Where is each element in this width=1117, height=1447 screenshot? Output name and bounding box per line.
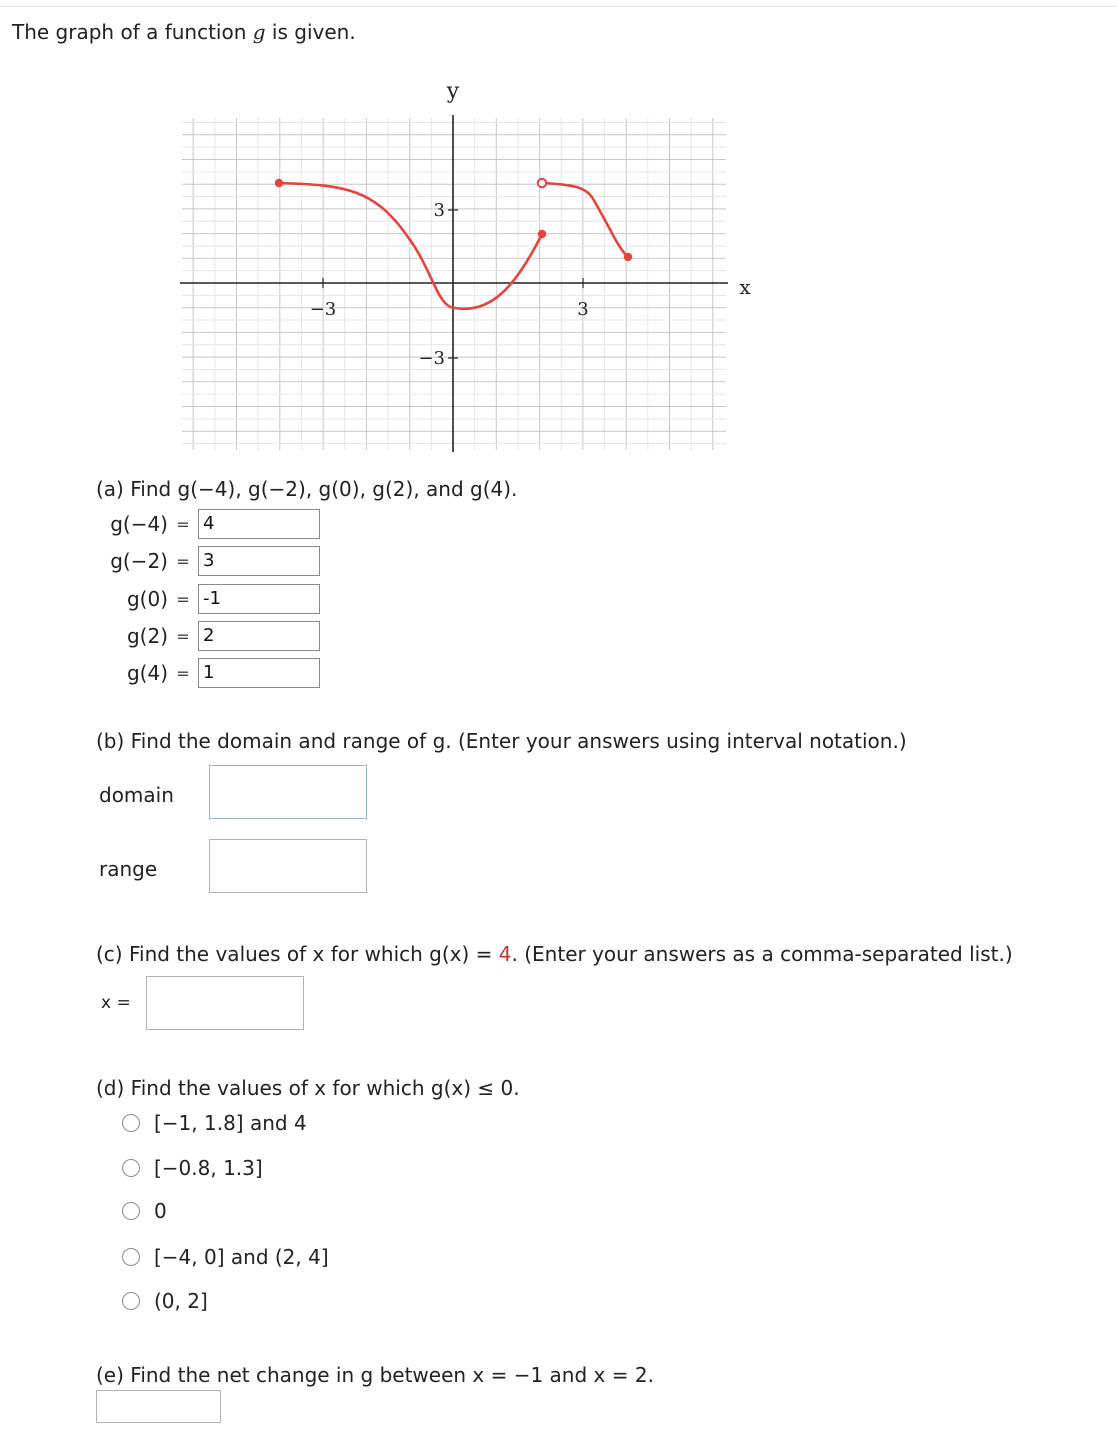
- endpoint-closed-mid: [538, 230, 546, 238]
- g-neg2-row: [100, 544, 320, 578]
- option-5-label: (0, 2]: [154, 1289, 208, 1313]
- equals-sign: =: [176, 663, 190, 683]
- function-graph: [170, 70, 770, 460]
- tick-label-x-neg3: −3: [309, 299, 337, 320]
- g-0-row: [100, 582, 320, 616]
- g-2-row: [100, 619, 320, 653]
- graph-grid: [182, 118, 726, 450]
- g-4-row: [100, 656, 320, 690]
- top-divider: [0, 6, 1117, 7]
- g-neg4-label: g(−4): [110, 512, 168, 536]
- equals-sign: =: [176, 514, 190, 534]
- part-b-heading: (b) Find the domain and range of g. (Enter your answers using interval notation.): [96, 729, 907, 753]
- x-values-input[interactable]: [146, 976, 304, 1030]
- part-d-heading: (d) Find the values of x for which g(x) ≤ 0.: [96, 1076, 520, 1100]
- net-change-input[interactable]: [96, 1390, 221, 1423]
- option-2-label: [−0.8, 1.3]: [154, 1156, 263, 1180]
- radio-button[interactable]: [122, 1248, 140, 1266]
- g-neg4-input[interactable]: 4: [198, 509, 320, 539]
- g-neg2-input[interactable]: 3: [198, 546, 320, 576]
- range-input[interactable]: [209, 839, 367, 893]
- equals-sign: =: [176, 589, 190, 609]
- g-neg4-row: [100, 507, 320, 541]
- radio-button[interactable]: [122, 1202, 140, 1220]
- intro-text: The graph of a function g is given.: [12, 20, 356, 44]
- endpoint-open-mid: [538, 179, 546, 187]
- radio-button[interactable]: [122, 1292, 140, 1310]
- g-4-label: g(4): [126, 661, 168, 685]
- g-0-input[interactable]: -1: [198, 584, 320, 614]
- endpoint-closed-left: [275, 179, 283, 187]
- radio-button[interactable]: [122, 1159, 140, 1177]
- range-label: range: [99, 857, 158, 881]
- endpoint-closed-right: [624, 253, 632, 261]
- x-axis-label: x: [739, 275, 751, 299]
- g-2-input[interactable]: 2: [198, 621, 320, 651]
- option-1-label: [−1, 1.8] and 4: [154, 1111, 307, 1135]
- option-3-label: 0: [154, 1199, 167, 1223]
- tick-label-y-neg3: −3: [418, 348, 445, 369]
- option-3[interactable]: [122, 1199, 167, 1223]
- option-4[interactable]: [122, 1245, 329, 1269]
- option-5[interactable]: [122, 1289, 208, 1313]
- g-2-label: g(2): [126, 624, 168, 648]
- target-value: 4: [498, 942, 512, 966]
- radio-button[interactable]: [122, 1114, 140, 1132]
- part-e-heading: (e) Find the net change in g between x = −1 and x = 2.: [96, 1363, 654, 1387]
- tick-label-x-3: 3: [577, 299, 589, 320]
- g-0-label: g(0): [126, 587, 168, 611]
- option-4-label: [−4, 0] and (2, 4]: [154, 1245, 329, 1269]
- domain-input[interactable]: [209, 765, 367, 819]
- domain-label: domain: [99, 783, 174, 807]
- tick-label-y-3: 3: [433, 200, 445, 221]
- option-1[interactable]: [122, 1111, 307, 1135]
- part-c-heading: (c) Find the values of x for which g(x) = 4. (Enter your answers as a comma-separated list.): [96, 942, 1013, 966]
- option-2[interactable]: [122, 1156, 263, 1180]
- y-axis-label: y: [446, 79, 460, 104]
- equals-sign: =: [176, 626, 190, 646]
- part-a-heading: (a) Find g(−4), g(−2), g(0), g(2), and g(4).: [96, 477, 518, 501]
- x-equals-label: x =: [101, 993, 131, 1013]
- equals-sign: =: [176, 551, 190, 571]
- g-4-input[interactable]: 1: [198, 658, 320, 688]
- g-neg2-label: g(−2): [110, 549, 168, 573]
